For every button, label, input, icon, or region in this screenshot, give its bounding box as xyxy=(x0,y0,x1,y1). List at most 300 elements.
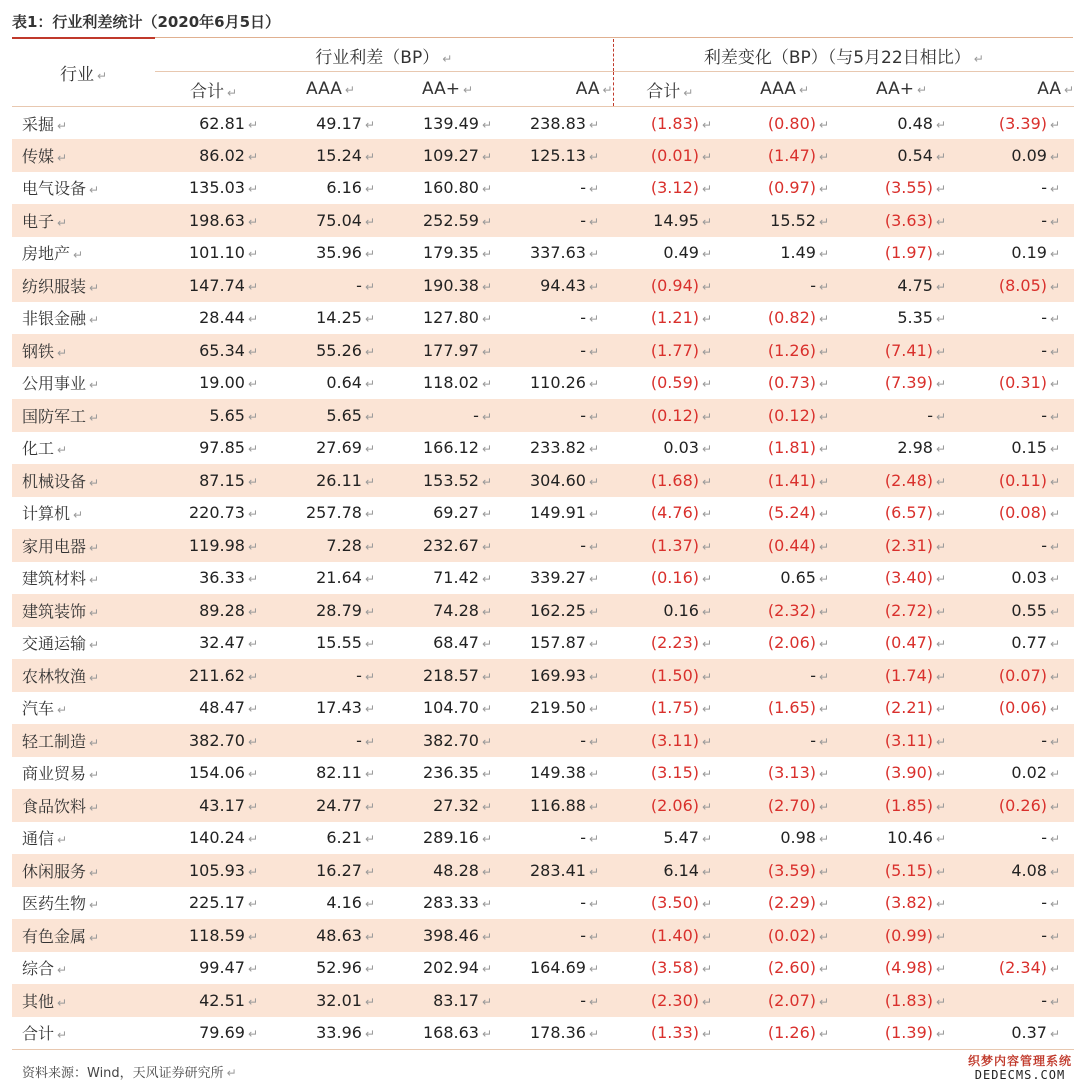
spread-value-cell: 79.69 ↵ xyxy=(155,1017,272,1050)
spread-value-cell: - ↵ xyxy=(506,984,613,1017)
change-value-cell: (3.50) ↵ xyxy=(650,893,713,913)
change-value-cell: (5.15) ↵ xyxy=(843,854,960,887)
change-value-cell: - ↵ xyxy=(960,204,1074,237)
change-value-cell: (3.59) ↵ xyxy=(726,854,843,887)
spread-value-cell: - ↵ xyxy=(506,529,613,562)
change-value-cell: (1.68) ↵ xyxy=(613,464,726,497)
spread-value-cell: 104.70 ↵ xyxy=(422,698,492,718)
change-value-cell: (0.12) ↵ xyxy=(613,399,726,432)
spread-value-cell: 157.87 ↵ xyxy=(530,633,600,653)
table-row xyxy=(12,302,1074,335)
spread-value-cell: - ↵ xyxy=(272,659,389,692)
change-value-cell: (2.60) ↵ xyxy=(767,958,830,978)
spread-value-cell: 289.16 ↵ xyxy=(422,828,492,848)
change-value-cell: - ↵ xyxy=(960,399,1074,432)
change-value-cell: 0.98 ↵ xyxy=(780,828,830,848)
spread-value-cell: 225.17 ↵ xyxy=(188,893,258,913)
change-value-cell: (1.50) ↵ xyxy=(613,659,726,692)
industry-name-cell: 计算机 ↵ xyxy=(22,504,84,524)
change-value-cell: (8.05) ↵ xyxy=(960,269,1074,302)
spread-value-cell: - ↵ xyxy=(506,399,613,432)
spread-value-cell: - ↵ xyxy=(506,334,613,367)
spread-value-cell: 15.55 ↵ xyxy=(316,633,375,653)
table-row xyxy=(12,529,1074,562)
spread-value-cell: 94.43 ↵ xyxy=(506,269,613,302)
industry-name-cell: 房地产 ↵ xyxy=(22,244,84,264)
industry-name-cell: 交通运输 ↵ xyxy=(22,634,100,654)
watermark-text: 织梦内容管理系统 xyxy=(967,1054,1072,1068)
change-value-cell: 1.49 ↵ xyxy=(780,243,830,263)
spread-value-cell: 304.60 ↵ xyxy=(506,464,613,497)
change-value-cell: (2.29) ↵ xyxy=(767,893,830,913)
spread-value-cell: 178.36 ↵ xyxy=(506,1017,613,1050)
change-value-cell: (2.30) ↵ xyxy=(613,984,726,1017)
change-value-cell: - ↵ xyxy=(1041,308,1061,328)
change-value-cell: - ↵ xyxy=(726,269,843,302)
table-row xyxy=(12,952,1074,985)
table-row xyxy=(12,789,1074,822)
change-value-cell: (3.55) ↵ xyxy=(884,178,947,198)
table-row xyxy=(12,432,1074,465)
change-value-cell: (0.99) ↵ xyxy=(843,919,960,952)
spread-value-cell: 48.63 ↵ xyxy=(272,919,389,952)
spread-value-cell: - ↵ xyxy=(580,893,600,913)
spread-value-cell: 5.65 ↵ xyxy=(272,399,389,432)
source-note: 资料来源：Wind，天风证券研究所 ↵ xyxy=(22,1066,237,1081)
spread-value-cell: 62.81 ↵ xyxy=(199,113,258,133)
spread-value-cell: 36.33 ↵ xyxy=(199,568,258,588)
spread-value-cell: 97.85 ↵ xyxy=(199,438,258,458)
spread-value-cell: 32.47 ↵ xyxy=(199,633,258,653)
change-value-cell: 0.15 ↵ xyxy=(1011,438,1061,458)
spread-value-cell: 87.15 ↵ xyxy=(155,464,272,497)
change-value-cell: (0.16) ↵ xyxy=(650,568,713,588)
spread-value-cell: 75.04 ↵ xyxy=(272,204,389,237)
table-row xyxy=(12,757,1074,790)
change-value-cell: (1.41) ↵ xyxy=(726,464,843,497)
change-value-cell: (4.98) ↵ xyxy=(884,958,947,978)
change-group-header: 利差变化（BP）（与5月22日相比） ↵ xyxy=(613,39,1074,72)
spread-value-cell: 15.24 ↵ xyxy=(272,139,389,172)
spread-value-cell: 17.43 ↵ xyxy=(316,698,375,718)
change-value-cell: (1.97) ↵ xyxy=(884,243,947,263)
change-value-cell: - ↵ xyxy=(960,334,1074,367)
industry-name-cell: 电气设备 ↵ xyxy=(22,179,100,199)
change-value-cell: (2.70) ↵ xyxy=(726,789,843,822)
industry-name-cell: 通信 ↵ xyxy=(22,829,68,849)
spread-value-cell: 71.42 ↵ xyxy=(433,568,492,588)
change-value-cell: 15.52 ↵ xyxy=(726,204,843,237)
spread-value-cell: 48.47 ↵ xyxy=(199,698,258,718)
industry-name-cell: 建筑装饰 ↵ xyxy=(12,594,155,627)
change-value-cell: (3.63) ↵ xyxy=(843,204,960,237)
industry-name-cell: 合计 ↵ xyxy=(12,1017,155,1050)
spread-aa-header: AA ↵ xyxy=(506,72,613,107)
spread-value-cell: - ↵ xyxy=(389,399,506,432)
change-value-cell: (0.11) ↵ xyxy=(960,464,1074,497)
spread-value-cell: 149.38 ↵ xyxy=(530,763,600,783)
change-value-cell: 4.75 ↵ xyxy=(843,269,960,302)
spread-value-cell: - ↵ xyxy=(580,828,600,848)
spread-value-cell: 147.74 ↵ xyxy=(155,269,272,302)
change-aaa-header: AAA ↵ xyxy=(726,72,843,107)
industry-name-cell: 建筑材料 ↵ xyxy=(22,569,100,589)
table-row xyxy=(12,464,1074,497)
change-value-cell: - ↵ xyxy=(960,529,1074,562)
spread-value-cell: 398.46 ↵ xyxy=(389,919,506,952)
change-value-cell: (1.26) ↵ xyxy=(726,1017,843,1050)
spread-value-cell: 74.28 ↵ xyxy=(389,594,506,627)
change-value-cell: - ↵ xyxy=(726,659,843,692)
change-value-cell: (0.82) ↵ xyxy=(767,308,830,328)
change-value-cell: (1.26) ↵ xyxy=(726,334,843,367)
table-body xyxy=(12,107,1074,1050)
spread-value-cell: 32.01 ↵ xyxy=(272,984,389,1017)
change-value-cell: (1.77) ↵ xyxy=(613,334,726,367)
spread-value-cell: - ↵ xyxy=(272,269,389,302)
change-value-cell: (4.76) ↵ xyxy=(650,503,713,523)
spread-value-cell: - ↵ xyxy=(272,724,389,757)
table-row xyxy=(12,497,1074,530)
change-value-cell: 5.47 ↵ xyxy=(663,828,713,848)
change-value-cell: 0.49 ↵ xyxy=(663,243,713,263)
table-row xyxy=(12,367,1074,400)
spread-value-cell: 190.38 ↵ xyxy=(389,269,506,302)
change-value-cell: (1.75) ↵ xyxy=(650,698,713,718)
change-value-cell: - ↵ xyxy=(960,724,1074,757)
table-row xyxy=(12,887,1074,920)
spread-value-cell: 5.65 ↵ xyxy=(155,399,272,432)
table-title: 表1：行业利差统计（2020年6月5日） xyxy=(12,13,281,31)
industry-column-header: 行业 ↵ xyxy=(12,39,155,107)
change-value-cell: 4.08 ↵ xyxy=(960,854,1074,887)
header-row-ratings xyxy=(12,72,1074,107)
change-value-cell: (3.58) ↵ xyxy=(650,958,713,978)
table-row xyxy=(12,1017,1074,1050)
change-value-cell: (2.72) ↵ xyxy=(843,594,960,627)
change-value-cell: (1.85) ↵ xyxy=(843,789,960,822)
spread-value-cell: 252.59 ↵ xyxy=(389,204,506,237)
change-value-cell: (2.31) ↵ xyxy=(843,529,960,562)
change-aa-header: AA ↵ xyxy=(960,72,1074,107)
change-value-cell: 0.09 ↵ xyxy=(960,139,1074,172)
watermark-domain: DEDECMS.COM xyxy=(974,1068,1066,1082)
spread-value-cell: 6.21 ↵ xyxy=(326,828,375,848)
change-value-cell: (1.33) ↵ xyxy=(613,1017,726,1050)
change-value-cell: (1.47) ↵ xyxy=(726,139,843,172)
change-value-cell: (7.39) ↵ xyxy=(884,373,947,393)
change-value-cell: (1.40) ↵ xyxy=(613,919,726,952)
spread-value-cell: 162.25 ↵ xyxy=(506,594,613,627)
change-value-cell: (1.74) ↵ xyxy=(843,659,960,692)
spread-value-cell: - ↵ xyxy=(580,308,600,328)
change-value-cell: (3.11) ↵ xyxy=(613,724,726,757)
change-value-cell: (6.57) ↵ xyxy=(884,503,947,523)
spread-value-cell: 14.25 ↵ xyxy=(316,308,375,328)
change-value-cell: (1.39) ↵ xyxy=(843,1017,960,1050)
spread-value-cell: 89.28 ↵ xyxy=(155,594,272,627)
table-row xyxy=(12,172,1074,205)
industry-name-cell: 休闲服务 ↵ xyxy=(12,854,155,887)
change-value-cell: 5.35 ↵ xyxy=(897,308,947,328)
spread-value-cell: 220.73 ↵ xyxy=(188,503,258,523)
change-value-cell: 14.95 ↵ xyxy=(613,204,726,237)
spread-value-cell: 116.88 ↵ xyxy=(506,789,613,822)
table-row xyxy=(12,724,1074,757)
change-value-cell: (3.40) ↵ xyxy=(884,568,947,588)
industry-name-cell: 医药生物 ↵ xyxy=(22,894,100,914)
spread-value-cell: 382.70 ↵ xyxy=(155,724,272,757)
change-value-cell: (2.48) ↵ xyxy=(843,464,960,497)
change-value-cell: (3.39) ↵ xyxy=(998,113,1061,133)
spread-value-cell: 236.35 ↵ xyxy=(422,763,492,783)
spread-value-cell: 6.16 ↵ xyxy=(326,178,375,198)
change-value-cell: (1.21) ↵ xyxy=(650,308,713,328)
change-value-cell: 0.16 ↵ xyxy=(613,594,726,627)
industry-name-cell: 农林牧渔 ↵ xyxy=(12,659,155,692)
change-value-cell: - ↵ xyxy=(1041,828,1061,848)
change-aaplus-header: AA+ ↵ xyxy=(843,72,960,107)
industry-name-cell: 综合 ↵ xyxy=(22,959,68,979)
change-total-header: 合计 ↵ xyxy=(613,72,726,107)
industry-name-cell: 其他 ↵ xyxy=(12,984,155,1017)
spread-value-cell: 43.17 ↵ xyxy=(155,789,272,822)
spread-value-cell: 48.28 ↵ xyxy=(389,854,506,887)
change-value-cell: 0.03 ↵ xyxy=(1011,568,1061,588)
industry-name-cell: 钢铁 ↵ xyxy=(12,334,155,367)
spread-value-cell: - ↵ xyxy=(506,919,613,952)
change-value-cell: (3.82) ↵ xyxy=(884,893,947,913)
change-value-cell: (0.02) ↵ xyxy=(726,919,843,952)
spread-value-cell: 86.02 ↵ xyxy=(155,139,272,172)
change-value-cell: 0.65 ↵ xyxy=(780,568,830,588)
table-row xyxy=(12,627,1074,660)
change-value-cell: (2.21) ↵ xyxy=(884,698,947,718)
spread-value-cell: 219.50 ↵ xyxy=(530,698,600,718)
spread-value-cell: 211.62 ↵ xyxy=(155,659,272,692)
table-row xyxy=(12,919,1074,952)
change-value-cell: (3.13) ↵ xyxy=(767,763,830,783)
change-value-cell: 2.98 ↵ xyxy=(897,438,947,458)
spread-value-cell: 257.78 ↵ xyxy=(305,503,375,523)
industry-name-cell: 传媒 ↵ xyxy=(12,139,155,172)
table-row xyxy=(12,139,1074,172)
spread-value-cell: 49.17 ↵ xyxy=(316,113,375,133)
spread-value-cell: 7.28 ↵ xyxy=(272,529,389,562)
spread-value-cell: 65.34 ↵ xyxy=(155,334,272,367)
header-row-groups xyxy=(12,39,1074,72)
change-value-cell: (0.80) ↵ xyxy=(767,113,830,133)
spread-value-cell: 166.12 ↵ xyxy=(422,438,492,458)
spread-value-cell: 283.41 ↵ xyxy=(506,854,613,887)
spread-value-cell: 26.11 ↵ xyxy=(272,464,389,497)
spread-aaa-header: AAA ↵ xyxy=(272,72,389,107)
spread-value-cell: 28.44 ↵ xyxy=(199,308,258,328)
change-value-cell: (1.83) ↵ xyxy=(843,984,960,1017)
spread-value-cell: 168.63 ↵ xyxy=(389,1017,506,1050)
spread-value-cell: 69.27 ↵ xyxy=(433,503,492,523)
spread-value-cell: 164.69 ↵ xyxy=(530,958,600,978)
change-value-cell: (0.94) ↵ xyxy=(613,269,726,302)
table-row xyxy=(12,399,1074,432)
table-row xyxy=(12,822,1074,855)
spread-value-cell: 105.93 ↵ xyxy=(155,854,272,887)
spread-value-cell: 24.77 ↵ xyxy=(272,789,389,822)
change-value-cell: (0.07) ↵ xyxy=(960,659,1074,692)
spread-value-cell: 21.64 ↵ xyxy=(316,568,375,588)
change-value-cell: (0.06) ↵ xyxy=(998,698,1061,718)
change-value-cell: (0.73) ↵ xyxy=(767,373,830,393)
table-row xyxy=(12,269,1074,302)
change-value-cell: - ↵ xyxy=(1041,178,1061,198)
change-value-cell: (1.83) ↵ xyxy=(650,113,713,133)
spread-value-cell: 35.96 ↵ xyxy=(316,243,375,263)
spread-value-cell: 154.06 ↵ xyxy=(188,763,258,783)
change-value-cell: (3.15) ↵ xyxy=(650,763,713,783)
industry-name-cell: 家用电器 ↵ xyxy=(12,529,155,562)
spread-value-cell: 218.57 ↵ xyxy=(389,659,506,692)
change-value-cell: (2.06) ↵ xyxy=(767,633,830,653)
spread-value-cell: 4.16 ↵ xyxy=(326,893,375,913)
spread-value-cell: 99.47 ↵ xyxy=(199,958,258,978)
spread-value-cell: 160.80 ↵ xyxy=(422,178,492,198)
industry-name-cell: 非银金融 ↵ xyxy=(22,309,100,329)
spread-value-cell: 337.63 ↵ xyxy=(530,243,600,263)
spread-value-cell: 238.83 ↵ xyxy=(530,113,600,133)
industry-name-cell: 采掘 ↵ xyxy=(22,114,68,134)
change-value-cell: 6.14 ↵ xyxy=(613,854,726,887)
change-value-cell: (2.32) ↵ xyxy=(726,594,843,627)
industry-name-cell: 国防军工 ↵ xyxy=(12,399,155,432)
spread-value-cell: 16.27 ↵ xyxy=(272,854,389,887)
spread-aaplus-header: AA+ ↵ xyxy=(389,72,506,107)
spread-value-cell: 33.96 ↵ xyxy=(272,1017,389,1050)
spread-value-cell: 82.11 ↵ xyxy=(316,763,375,783)
industry-name-cell: 机械设备 ↵ xyxy=(12,464,155,497)
spread-value-cell: 27.32 ↵ xyxy=(389,789,506,822)
spread-value-cell: 139.49 ↵ xyxy=(422,113,492,133)
industry-name-cell: 轻工制造 ↵ xyxy=(12,724,155,757)
change-value-cell: - ↵ xyxy=(960,919,1074,952)
spread-value-cell: 140.24 ↵ xyxy=(188,828,258,848)
industry-name-cell: 公用事业 ↵ xyxy=(22,374,100,394)
spread-group-header: 行业利差（BP） ↵ xyxy=(155,39,613,72)
table-row xyxy=(12,334,1074,367)
spread-value-cell: - ↵ xyxy=(506,724,613,757)
table-row xyxy=(12,659,1074,692)
change-value-cell: 0.55 ↵ xyxy=(960,594,1074,627)
spread-value-cell: 179.35 ↵ xyxy=(422,243,492,263)
spread-value-cell: 125.13 ↵ xyxy=(506,139,613,172)
change-value-cell: 0.37 ↵ xyxy=(960,1017,1074,1050)
industry-name-cell: 化工 ↵ xyxy=(22,439,68,459)
spread-value-cell: 119.98 ↵ xyxy=(155,529,272,562)
change-value-cell: (1.65) ↵ xyxy=(767,698,830,718)
spread-value-cell: 233.82 ↵ xyxy=(530,438,600,458)
table-row xyxy=(12,107,1074,140)
spread-value-cell: - ↵ xyxy=(580,178,600,198)
change-value-cell: 0.48 ↵ xyxy=(897,113,947,133)
spread-value-cell: 55.26 ↵ xyxy=(272,334,389,367)
spread-value-cell: 0.64 ↵ xyxy=(326,373,375,393)
spread-value-cell: 19.00 ↵ xyxy=(199,373,258,393)
industry-name-cell: 食品饮料 ↵ xyxy=(12,789,155,822)
change-value-cell: (0.59) ↵ xyxy=(650,373,713,393)
spread-value-cell: 118.02 ↵ xyxy=(422,373,492,393)
spread-total-header: 合计 ↵ xyxy=(155,72,272,107)
industry-name-cell: 汽车 ↵ xyxy=(22,699,68,719)
table-row xyxy=(12,692,1074,725)
change-value-cell: (0.12) ↵ xyxy=(726,399,843,432)
spread-value-cell: 153.52 ↵ xyxy=(389,464,506,497)
change-value-cell: (2.34) ↵ xyxy=(998,958,1061,978)
change-value-cell: - ↵ xyxy=(843,399,960,432)
spread-value-cell: 135.03 ↵ xyxy=(188,178,258,198)
change-value-cell: (0.31) ↵ xyxy=(998,373,1061,393)
table-row xyxy=(12,984,1074,1017)
change-value-cell: (5.24) ↵ xyxy=(767,503,830,523)
change-value-cell: (0.08) ↵ xyxy=(998,503,1061,523)
change-value-cell: (3.90) ↵ xyxy=(884,763,947,783)
table-row xyxy=(12,854,1074,887)
header-top-rule xyxy=(155,37,1073,38)
change-value-cell: (0.26) ↵ xyxy=(960,789,1074,822)
industry-name-cell: 商业贸易 ↵ xyxy=(22,764,100,784)
spread-value-cell: 202.94 ↵ xyxy=(422,958,492,978)
spread-value-cell: 118.59 ↵ xyxy=(155,919,272,952)
change-value-cell: (3.11) ↵ xyxy=(843,724,960,757)
spread-value-cell: 149.91 ↵ xyxy=(530,503,600,523)
spread-value-cell: 101.10 ↵ xyxy=(188,243,258,263)
change-value-cell: (2.23) ↵ xyxy=(650,633,713,653)
spread-value-cell: 83.17 ↵ xyxy=(389,984,506,1017)
spread-value-cell: 382.70 ↵ xyxy=(389,724,506,757)
spread-value-cell: 27.69 ↵ xyxy=(316,438,375,458)
change-value-cell: (0.97) ↵ xyxy=(767,178,830,198)
spread-value-cell: 52.96 ↵ xyxy=(316,958,375,978)
spread-value-cell: 177.97 ↵ xyxy=(389,334,506,367)
change-value-cell: 10.46 ↵ xyxy=(887,828,947,848)
industry-name-cell: 有色金属 ↵ xyxy=(12,919,155,952)
spread-value-cell: 169.93 ↵ xyxy=(506,659,613,692)
table-row xyxy=(12,594,1074,627)
change-value-cell: (0.44) ↵ xyxy=(726,529,843,562)
spread-value-cell: - ↵ xyxy=(506,204,613,237)
spread-value-cell: 127.80 ↵ xyxy=(422,308,492,328)
spread-value-cell: 110.26 ↵ xyxy=(530,373,600,393)
change-value-cell: (7.41) ↵ xyxy=(843,334,960,367)
change-value-cell: (0.47) ↵ xyxy=(884,633,947,653)
change-value-cell: 0.54 ↵ xyxy=(843,139,960,172)
table-row xyxy=(12,237,1074,270)
change-value-cell: - ↵ xyxy=(726,724,843,757)
change-value-cell: 0.19 ↵ xyxy=(1011,243,1061,263)
change-value-cell: 0.77 ↵ xyxy=(1011,633,1061,653)
change-value-cell: 0.03 ↵ xyxy=(663,438,713,458)
industry-spread-table xyxy=(12,39,1074,1050)
change-value-cell: (2.07) ↵ xyxy=(726,984,843,1017)
table-row xyxy=(12,562,1074,595)
change-value-cell: (2.06) ↵ xyxy=(613,789,726,822)
change-value-cell: (0.01) ↵ xyxy=(613,139,726,172)
change-value-cell: (1.81) ↵ xyxy=(767,438,830,458)
change-value-cell: - ↵ xyxy=(1041,893,1061,913)
spread-value-cell: 283.33 ↵ xyxy=(422,893,492,913)
change-value-cell: 0.02 ↵ xyxy=(1011,763,1061,783)
spread-value-cell: 109.27 ↵ xyxy=(389,139,506,172)
table-row xyxy=(12,204,1074,237)
spread-value-cell: 339.27 ↵ xyxy=(530,568,600,588)
